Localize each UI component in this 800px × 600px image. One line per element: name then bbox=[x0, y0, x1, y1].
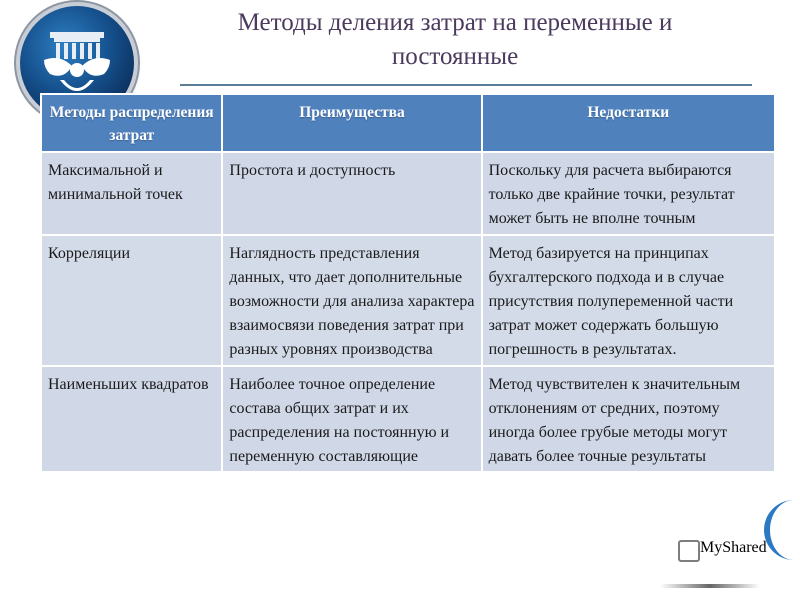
column-header-method: Методы распределения затрат bbox=[41, 94, 222, 152]
method-cell: Максимальной и минимальной точек bbox=[41, 152, 222, 235]
column-header-advantages: Преимущества bbox=[222, 94, 481, 152]
advantages-cell: Наиболее точное определение состава общих затрат и их распределения на постоянную и переменную составляющие bbox=[222, 366, 481, 473]
column-header-disadvantages: Недостатки bbox=[482, 94, 775, 152]
decorative-shadow bbox=[660, 584, 760, 588]
method-cell: Корреляции bbox=[41, 235, 222, 366]
advantages-cell: Простота и доступность bbox=[222, 152, 481, 235]
table-row bbox=[41, 366, 775, 473]
method-cell: Наименьших квадратов bbox=[41, 366, 222, 473]
decorative-swoosh bbox=[764, 500, 800, 560]
disadvantages-cell: Поскольку для расчета выбираются только две крайние точки, результат может быть не вполне точным bbox=[482, 152, 775, 235]
slide-title: Методы деления затрат на переменные и постоянные bbox=[237, 9, 673, 70]
disadvantages-cell: Метод чувствителен к значительным отклонениям от средних, поэтому иногда более грубые методы могут давать более точные результаты bbox=[482, 366, 775, 473]
table-row bbox=[41, 152, 775, 235]
cost-methods-table bbox=[40, 93, 776, 473]
title-divider bbox=[180, 84, 752, 86]
advantages-cell: Наглядность представления данных, что дает дополнительные возможности для анализа характера взаимосвязи поведения затрат при разных уровнях производства bbox=[222, 235, 481, 366]
table-row bbox=[41, 235, 775, 366]
disadvantages-cell: Метод базируется на принципах бухгалтерского подхода и в случае присутствия полупеременной части затрат может содержать большую погрешность в результатах. bbox=[482, 235, 775, 366]
watermark-text: MyShared bbox=[700, 539, 767, 556]
table-header-row bbox=[41, 94, 775, 152]
myshared-logo-icon bbox=[678, 539, 767, 562]
